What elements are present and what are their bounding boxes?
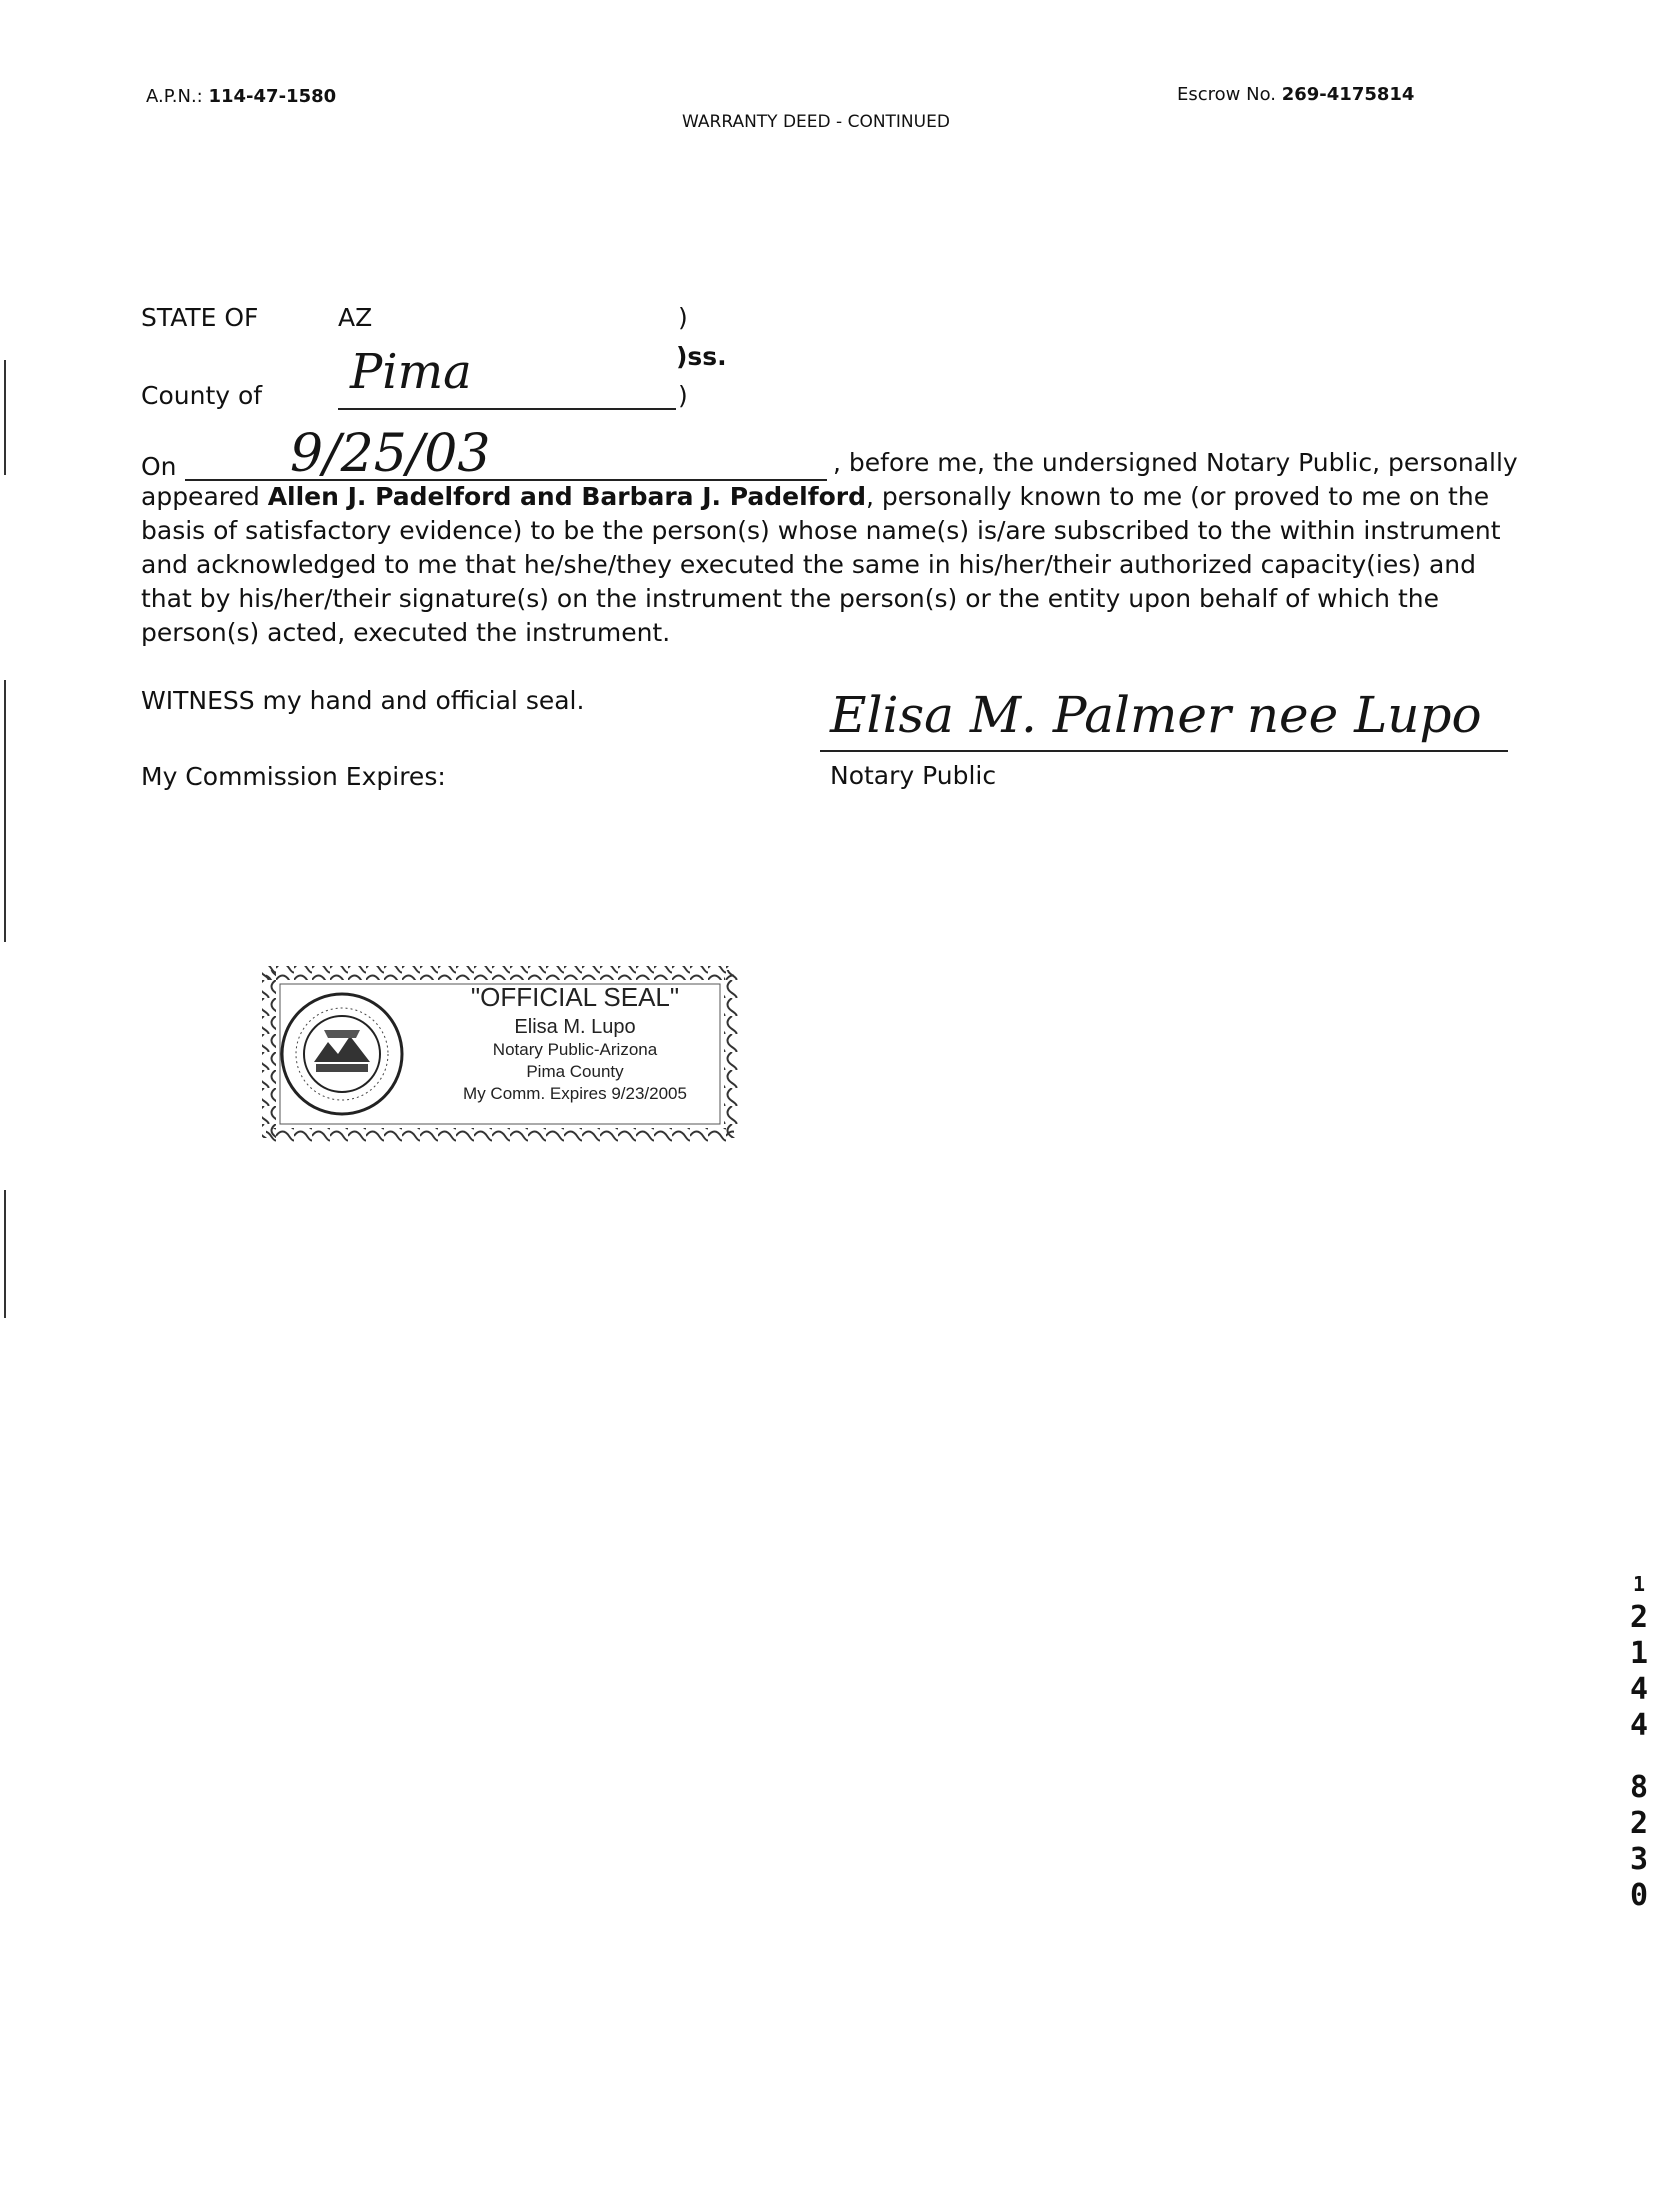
margin-stamp-digit: 2 [1629, 1600, 1649, 1635]
scan-artifact-line [4, 360, 6, 475]
apn-line [146, 86, 336, 107]
escrow-label: Escrow No. [1177, 84, 1276, 105]
margin-stamp-digit: 1 [1632, 1572, 1646, 1596]
notary-public-label: Notary Public [830, 761, 997, 790]
margin-stamp-digit: 4 [1629, 1708, 1649, 1743]
escrow-line [1177, 84, 1414, 105]
document-title: WARRANTY DEED - CONTINUED [682, 112, 950, 132]
margin-stamp-digit: 1 [1629, 1636, 1649, 1671]
signer-names: Allen J. Padelford and Barbara J. Padelford [267, 482, 866, 511]
margin-stamp-digit: 8 [1629, 1770, 1649, 1805]
ack-text-2: , personally known to me (or proved to me on the basis of satisfactory evidence) to be the person(s) whose name(s) is/are subscribed to the within instrument and acknowledged to me that he/she/they executed the same in his/her/their authorized capacity(ies) and that by his/her/their signature(s) on the instrument the person(s) or the entity upon behalf of which the person(s) acted, executed the instrument. [141, 482, 1501, 647]
commission-expires-label: My Commission Expires: [141, 762, 446, 791]
margin-stamp-digit: 0 [1629, 1878, 1649, 1913]
state-value: AZ [338, 303, 373, 332]
witness-statement: WITNESS my hand and official seal. [141, 686, 585, 715]
county-label: County of [141, 381, 263, 410]
apn-value: 114-47-1580 [208, 86, 337, 107]
venue-paren: ) [678, 381, 688, 410]
escrow-value: 269-4175814 [1281, 84, 1415, 105]
seal-expires: My Comm. Expires 9/23/2005 [463, 1084, 687, 1103]
margin-stamp-digit: 2 [1629, 1806, 1649, 1841]
venue-paren: ) [678, 303, 688, 332]
county-handwritten: Pima [350, 344, 472, 400]
signature-line [820, 750, 1508, 752]
margin-stamp-digit: 4 [1629, 1672, 1649, 1707]
state-label: STATE OF [141, 303, 259, 332]
date-handwritten: 9/25/03 [290, 424, 491, 484]
seal-name: Elisa M. Lupo [514, 1016, 636, 1038]
ack-text-1: , before me, the undersigned Notary Public, personally appeared [141, 448, 1518, 511]
ss-mark: )ss. [676, 342, 727, 371]
seal-county: Pima County [526, 1062, 624, 1081]
county-underline [338, 408, 676, 410]
notary-signature: Elisa M. Palmer nee Lupo [830, 686, 1482, 744]
seal-title: "OFFICIAL SEAL" [470, 982, 680, 1012]
scan-artifact-line [4, 680, 6, 942]
apn-label: A.P.N.: [146, 86, 203, 107]
scan-artifact-line [4, 1190, 6, 1318]
on-label: On [141, 452, 177, 481]
seal-role: Notary Public-Arizona [492, 1040, 658, 1059]
margin-stamp-digit: 3 [1629, 1842, 1649, 1877]
acknowledgment-paragraph [141, 446, 1526, 650]
